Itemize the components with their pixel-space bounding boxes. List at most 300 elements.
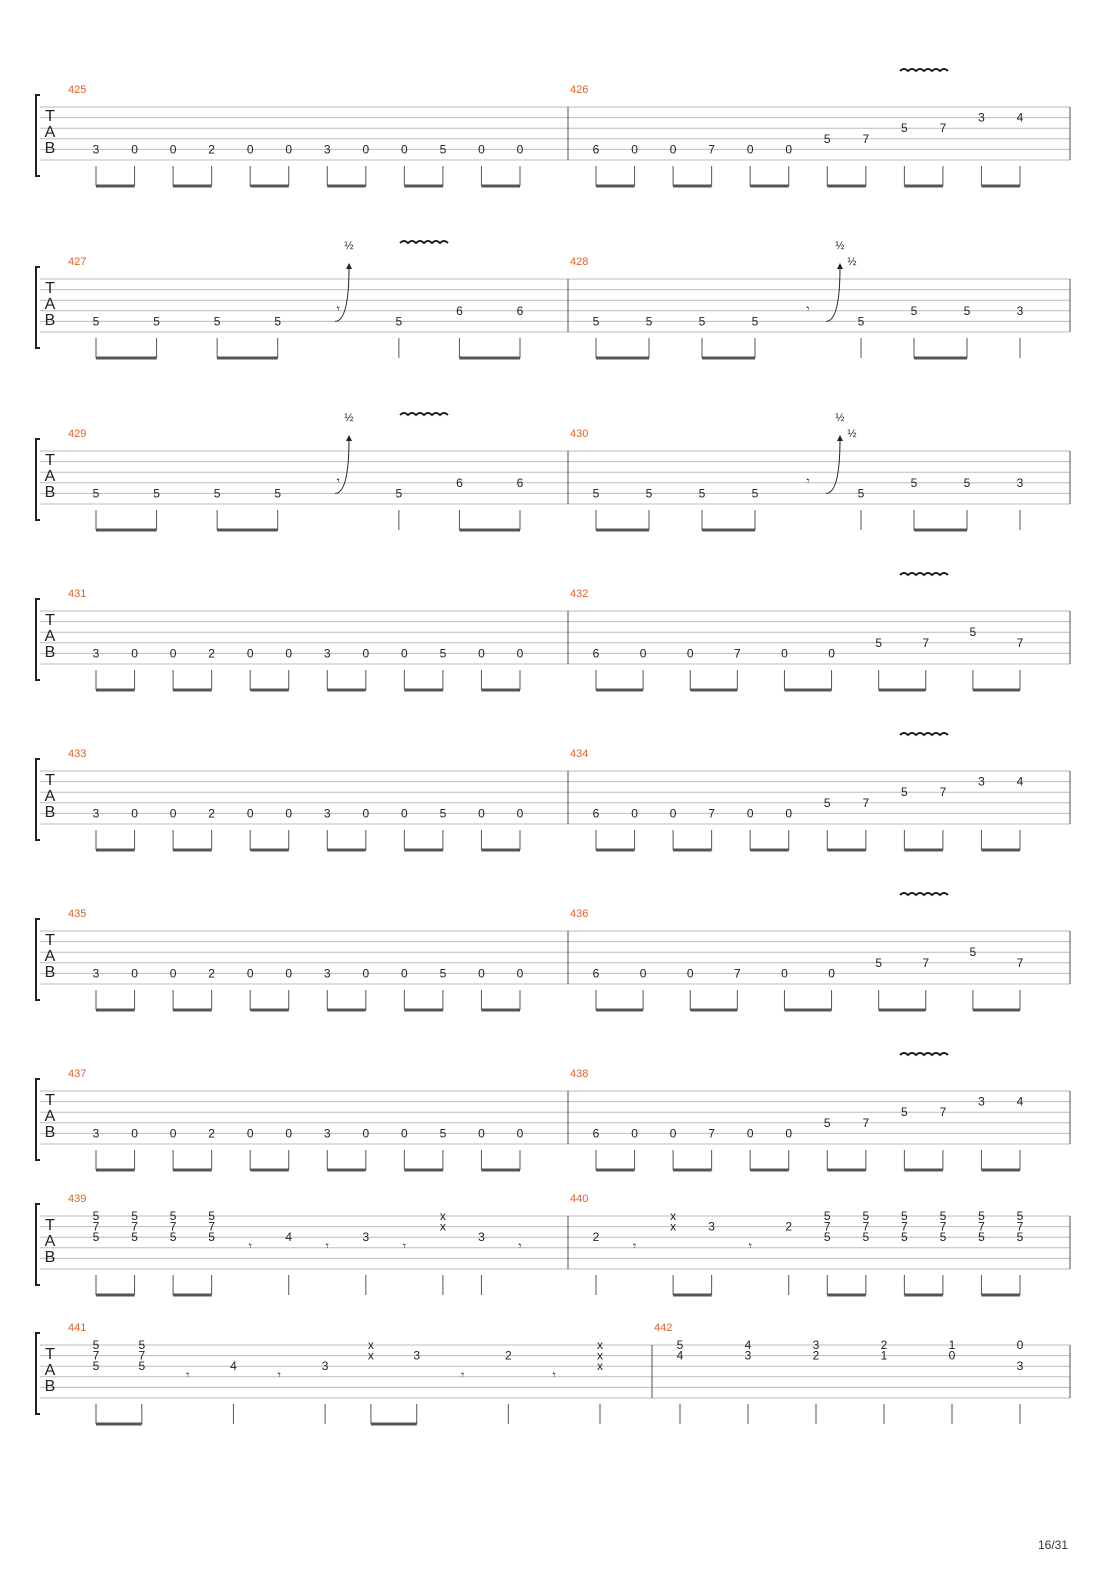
fret-number: 0 [686, 646, 694, 661]
fret-number: 0 [478, 646, 485, 661]
fret-number: 5 [439, 966, 447, 981]
fret-number: 0 [285, 646, 293, 661]
bend-arrowhead [346, 263, 352, 269]
fret-number: 0 [516, 142, 524, 157]
fret-number: 7 [862, 131, 870, 146]
fret-number: 0 [631, 806, 638, 821]
bend-label: ½ [835, 240, 845, 252]
system-bracket [36, 759, 40, 840]
measure-434 [570, 733, 1024, 850]
eighth-rest: 𝄾 [248, 1238, 252, 1253]
fret-number: 0 [362, 1126, 370, 1141]
dead-note: x [439, 1209, 446, 1223]
fret-number: 5 [857, 314, 865, 329]
fret-number: 7 [169, 1219, 177, 1234]
fret-number: 7 [901, 1219, 908, 1234]
tab-clef-letter-t: T [45, 1092, 55, 1109]
fret-number: 7 [92, 1348, 100, 1363]
tab-clef-letter-t: T [45, 280, 55, 297]
eighth-rest: 𝄾 [277, 1367, 281, 1382]
fret-number: 5 [213, 314, 221, 329]
fret-number: 5 [92, 1338, 100, 1352]
fret-number: 3 [744, 1348, 752, 1363]
fret-number: 7 [708, 806, 715, 821]
fret-number: 5 [676, 1338, 684, 1352]
fret-number: 0 [746, 806, 754, 821]
fret-number: 3 [362, 1230, 370, 1245]
fret-number: 3 [978, 774, 985, 789]
fret-number: 5 [969, 625, 977, 640]
measure-number: 437 [68, 1068, 87, 1080]
bend-arrowhead [346, 435, 352, 441]
system-bracket [36, 599, 40, 680]
fret-number: 5 [862, 1209, 870, 1223]
fret-number: 0 [401, 1126, 408, 1141]
tab-clef-letter-b: B [44, 1124, 56, 1141]
fret-number: 0 [639, 966, 647, 981]
fret-number: 0 [131, 966, 138, 981]
system-2 [36, 240, 1070, 358]
fret-number: 3 [92, 1126, 100, 1141]
measure-440 [570, 1193, 1024, 1295]
tab-clef-letter-t: T [45, 1346, 55, 1363]
measure-number: 432 [570, 588, 589, 600]
fret-number: 5 [857, 486, 865, 501]
fret-number: 6 [516, 303, 524, 318]
fret-number: 5 [875, 635, 883, 650]
fret-number: 3 [1016, 303, 1024, 318]
fret-number: 0 [401, 806, 408, 821]
fret-number: 5 [153, 486, 160, 501]
fret-number: 7 [978, 1219, 985, 1234]
tab-clef-letter-b: B [44, 1378, 56, 1395]
fret-number: 0 [948, 1348, 956, 1363]
fret-number: 7 [92, 1219, 100, 1234]
system-bracket [36, 267, 40, 348]
system-4 [36, 573, 1070, 690]
system-bracket [36, 95, 40, 176]
fret-number: 0 [1016, 1338, 1024, 1352]
fret-number: 7 [1016, 1219, 1024, 1234]
fret-number: 5 [92, 486, 100, 501]
system-7 [36, 1053, 1070, 1170]
tab-clef-letter-b: B [44, 484, 56, 501]
tab-clef-letter-a: A [44, 628, 56, 645]
system-3 [36, 412, 1070, 530]
tab-clef-letter-b: B [44, 140, 56, 157]
tab-clef-letter-t: T [45, 772, 55, 789]
eighth-rest: 𝄾 [552, 1367, 556, 1382]
fret-number: 7 [823, 1219, 831, 1234]
fret-number: 0 [362, 966, 370, 981]
fret-number: 5 [131, 1230, 138, 1245]
eighth-rest: 𝄾 [748, 1238, 752, 1253]
measure-number: 439 [68, 1193, 87, 1205]
fret-number: 7 [939, 785, 947, 800]
dead-note: x [597, 1359, 603, 1374]
fret-number: 3 [812, 1338, 820, 1352]
bend-arrow [826, 267, 840, 321]
fret-number: 3 [708, 1219, 715, 1234]
fret-number: 5 [92, 1230, 100, 1245]
fret-number: 0 [246, 646, 254, 661]
fret-number: 5 [645, 314, 653, 329]
fret-number: 5 [645, 486, 653, 501]
tab-clef-letter-a: A [44, 948, 56, 965]
fret-number: 7 [138, 1348, 146, 1363]
fret-number: 1 [948, 1338, 956, 1352]
measure-439 [68, 1193, 522, 1295]
vibrato-mark [900, 1053, 948, 1055]
vibrato-mark [900, 893, 948, 895]
eighth-rest: 𝄾 [518, 1238, 522, 1253]
fret-number: 2 [812, 1348, 820, 1363]
fret-number: 5 [153, 314, 160, 329]
fret-number: 5 [439, 806, 447, 821]
fret-number: 2 [208, 806, 215, 821]
fret-number: 0 [131, 646, 138, 661]
fret-number: 0 [746, 142, 754, 157]
measure-442 [654, 1322, 1024, 1424]
eighth-rest: 𝄾 [460, 1367, 465, 1382]
fret-number: 6 [456, 475, 463, 490]
fret-number: 5 [1016, 1209, 1024, 1223]
measure-number: 427 [68, 256, 87, 268]
measure-number: 441 [68, 1322, 87, 1334]
fret-number: 5 [92, 314, 100, 329]
fret-number: 0 [246, 1126, 254, 1141]
fret-number: 7 [1016, 635, 1024, 650]
fret-number: 0 [169, 646, 177, 661]
fret-number: 2 [208, 966, 215, 981]
fret-number: 7 [922, 635, 930, 650]
fret-number: 4 [285, 1230, 293, 1245]
vibrato-mark [900, 573, 948, 575]
fret-number: 0 [669, 806, 677, 821]
fret-number: 0 [169, 142, 177, 157]
fret-number: 5 [208, 1209, 215, 1223]
fret-number: 5 [169, 1209, 177, 1223]
fret-number: 5 [823, 131, 831, 146]
fret-number: 6 [592, 966, 600, 981]
tab-clef-letter-a: A [44, 124, 56, 141]
fret-number: 0 [516, 646, 524, 661]
measure-number: 425 [68, 84, 87, 96]
fret-number: 0 [246, 966, 254, 981]
fret-number: 7 [939, 1219, 947, 1234]
measure-number: 430 [570, 428, 589, 440]
tab-clef-letter-t: T [45, 452, 55, 469]
fret-number: 2 [505, 1348, 512, 1363]
fret-number: 5 [138, 1359, 146, 1374]
fret-number: 0 [169, 966, 177, 981]
fret-number: 0 [669, 1126, 677, 1141]
fret-number: 1 [880, 1348, 888, 1363]
fret-number: 5 [592, 486, 600, 501]
system-bracket [36, 919, 40, 1000]
fret-number: 4 [744, 1338, 752, 1352]
fret-number: 0 [785, 142, 793, 157]
fret-number: 0 [131, 142, 138, 157]
fret-number: 7 [862, 795, 870, 810]
fret-number: 5 [910, 475, 918, 490]
fret-number: 5 [395, 314, 403, 329]
fret-number: 3 [323, 646, 331, 661]
dead-note: x [597, 1348, 603, 1363]
fret-number: 5 [823, 795, 831, 810]
tab-clef-letter-a: A [44, 1362, 56, 1379]
fret-number: 3 [323, 806, 331, 821]
bend-label: ½ [344, 412, 354, 424]
fret-number: 5 [169, 1230, 177, 1245]
fret-number: 3 [1016, 1359, 1024, 1374]
fret-number: 5 [901, 1209, 908, 1223]
fret-number: 7 [939, 1105, 947, 1120]
measure-429 [68, 412, 524, 530]
bend-arrowhead [837, 435, 843, 441]
eighth-rest: 𝄾 [186, 1367, 190, 1382]
fret-number: 5 [698, 314, 706, 329]
eighth-rest: 𝄾 [336, 473, 340, 488]
fret-number: 5 [862, 1230, 870, 1245]
measure-number: 442 [654, 1322, 673, 1334]
fret-number: 2 [880, 1338, 888, 1352]
vibrato-mark [400, 413, 448, 415]
fret-number: 0 [246, 806, 254, 821]
system-8 [36, 1193, 1070, 1295]
fret-number: 5 [698, 486, 706, 501]
measure-number: 438 [570, 1068, 589, 1080]
measure-number: 429 [68, 428, 87, 440]
fret-number: 7 [733, 966, 741, 981]
measure-438 [570, 1053, 1024, 1170]
fret-number: 2 [208, 1126, 215, 1141]
fret-number: 0 [362, 806, 370, 821]
fret-number: 0 [478, 142, 485, 157]
fret-number: 0 [169, 1126, 177, 1141]
fret-number: 0 [746, 1126, 754, 1141]
fret-number: 5 [439, 142, 447, 157]
measure-number: 428 [570, 256, 589, 268]
vibrato-mark [900, 69, 948, 71]
vibrato-mark [400, 241, 448, 243]
fret-number: 0 [781, 646, 788, 661]
fret-number: 2 [785, 1219, 793, 1234]
eighth-rest: 𝄾 [632, 1238, 637, 1253]
measure-number: 434 [570, 748, 589, 760]
fret-number: 7 [1016, 955, 1024, 970]
fret-number: 0 [401, 966, 408, 981]
dead-note: x [670, 1219, 677, 1234]
fret-number: 0 [478, 806, 485, 821]
system-bracket [36, 1079, 40, 1160]
fret-number: 3 [321, 1359, 329, 1374]
fret-number: 3 [92, 646, 100, 661]
tab-clef-letter-t: T [45, 108, 55, 125]
eighth-rest: 𝄾 [336, 301, 340, 316]
fret-number: 5 [901, 121, 908, 136]
fret-number: 6 [592, 646, 600, 661]
fret-number: 7 [708, 1126, 715, 1141]
fret-number: 4 [1016, 774, 1024, 789]
dead-note: x [670, 1209, 677, 1223]
bend-label: ½ [835, 412, 845, 424]
fret-number: 4 [230, 1359, 237, 1374]
fret-number: 0 [781, 966, 788, 981]
fret-number: 0 [631, 1126, 638, 1141]
system-6 [36, 893, 1070, 1010]
tab-clef-letter-b: B [44, 644, 56, 661]
tab-clef-letter-a: A [44, 468, 56, 485]
fret-number: 5 [969, 945, 977, 960]
fret-number: 3 [1016, 475, 1024, 490]
fret-number: 2 [592, 1230, 600, 1245]
fret-number: 5 [213, 486, 221, 501]
fret-number: 7 [922, 955, 930, 970]
fret-number: 5 [963, 475, 971, 490]
fret-number: 7 [862, 1219, 870, 1234]
measure-427 [68, 240, 524, 358]
tab-clef-letter-b: B [44, 964, 56, 981]
tab-clef-letter-b: B [44, 804, 56, 821]
fret-number: 0 [285, 966, 293, 981]
tab-clef-letter-a: A [44, 1108, 56, 1125]
fret-number: 5 [901, 1230, 908, 1245]
dead-note: x [367, 1348, 374, 1363]
fret-number: 5 [395, 486, 403, 501]
dead-note: x [597, 1338, 603, 1352]
measure-436 [570, 893, 1024, 1010]
fret-number: 5 [978, 1209, 985, 1223]
measure-number: 433 [68, 748, 87, 760]
fret-number: 0 [516, 966, 524, 981]
system-5 [36, 733, 1070, 850]
fret-number: 5 [274, 314, 282, 329]
fret-number: 0 [516, 1126, 524, 1141]
fret-number: 5 [875, 955, 883, 970]
fret-number: 0 [246, 142, 254, 157]
fret-number: 5 [751, 486, 759, 501]
fret-number: 0 [285, 806, 293, 821]
fret-number: 5 [939, 1230, 947, 1245]
fret-number: 3 [323, 966, 331, 981]
fret-number: 2 [208, 142, 215, 157]
page-number: 16/31 [1037, 1538, 1068, 1552]
measure-428 [570, 240, 1024, 358]
fret-number: 5 [92, 1209, 100, 1223]
fret-number: 3 [323, 1126, 331, 1141]
fret-number: 3 [323, 142, 331, 157]
bend-arrowhead [837, 263, 843, 269]
tab-clef-letter-a: A [44, 296, 56, 313]
measure-430 [570, 412, 1024, 530]
fret-number: 0 [828, 966, 835, 981]
measure-431 [68, 588, 524, 690]
fret-number: 5 [939, 1209, 947, 1223]
fret-number: 5 [823, 1230, 831, 1245]
bend-release-label: ½ [847, 256, 857, 268]
measure-441 [68, 1322, 603, 1424]
fret-number: 0 [362, 142, 370, 157]
measure-433 [68, 748, 524, 850]
fret-number: 7 [208, 1219, 215, 1234]
measure-437 [68, 1068, 524, 1170]
fret-number: 0 [131, 1126, 138, 1141]
fret-number: 5 [274, 486, 282, 501]
fret-number: 5 [208, 1230, 215, 1245]
fret-number: 0 [686, 966, 694, 981]
tab-clef-letter-b: B [44, 1249, 56, 1266]
fret-number: 5 [901, 785, 908, 800]
fret-number: 0 [516, 806, 524, 821]
measure-number: 436 [570, 908, 589, 920]
fret-number: 6 [516, 475, 524, 490]
system-bracket [36, 1333, 40, 1414]
fret-number: 5 [131, 1209, 138, 1223]
dead-note: x [439, 1219, 446, 1234]
fret-number: 0 [828, 646, 835, 661]
vibrato-mark [900, 733, 948, 735]
fret-number: 0 [362, 646, 370, 661]
tab-clef-letter-b: B [44, 312, 56, 329]
bend-arrow [826, 439, 840, 493]
fret-number: 3 [413, 1348, 421, 1363]
fret-number: 6 [592, 806, 600, 821]
measure-number: 440 [570, 1193, 589, 1205]
tab-clef-letter-a: A [44, 1233, 56, 1250]
measure-number: 426 [570, 84, 589, 96]
fret-number: 6 [592, 142, 600, 157]
eighth-rest: 𝄾 [402, 1238, 406, 1253]
fret-number: 7 [708, 142, 715, 157]
eighth-rest: 𝄾 [806, 301, 810, 316]
fret-number: 0 [131, 806, 138, 821]
fret-number: 0 [785, 806, 793, 821]
system-9 [36, 1322, 1070, 1424]
fret-number: 3 [978, 110, 985, 125]
measure-426 [570, 69, 1024, 186]
fret-number: 4 [1016, 1094, 1024, 1109]
fret-number: 0 [669, 142, 677, 157]
fret-number: 0 [285, 1126, 293, 1141]
fret-number: 4 [676, 1348, 684, 1363]
eighth-rest: 𝄾 [325, 1238, 329, 1253]
tab-clef-letter-t: T [45, 932, 55, 949]
fret-number: 5 [751, 314, 759, 329]
fret-number: 5 [439, 1126, 447, 1141]
fret-number: 6 [456, 303, 463, 318]
bend-release-label: ½ [847, 428, 857, 440]
fret-number: 5 [823, 1209, 831, 1223]
bend-label: ½ [344, 240, 354, 252]
fret-number: 4 [1016, 110, 1024, 125]
fret-number: 5 [592, 314, 600, 329]
fret-number: 5 [138, 1338, 146, 1352]
fret-number: 2 [208, 646, 215, 661]
fret-number: 0 [478, 1126, 485, 1141]
system-1 [36, 69, 1070, 186]
fret-number: 5 [92, 1359, 100, 1374]
fret-number: 3 [978, 1094, 985, 1109]
fret-number: 6 [592, 1126, 600, 1141]
tab-clef-letter-t: T [45, 1217, 55, 1234]
fret-number: 5 [910, 303, 918, 318]
eighth-rest: 𝄾 [806, 473, 810, 488]
system-bracket [36, 1204, 40, 1285]
tab-clef-letter-a: A [44, 788, 56, 805]
fret-number: 0 [401, 142, 408, 157]
fret-number: 5 [439, 646, 447, 661]
